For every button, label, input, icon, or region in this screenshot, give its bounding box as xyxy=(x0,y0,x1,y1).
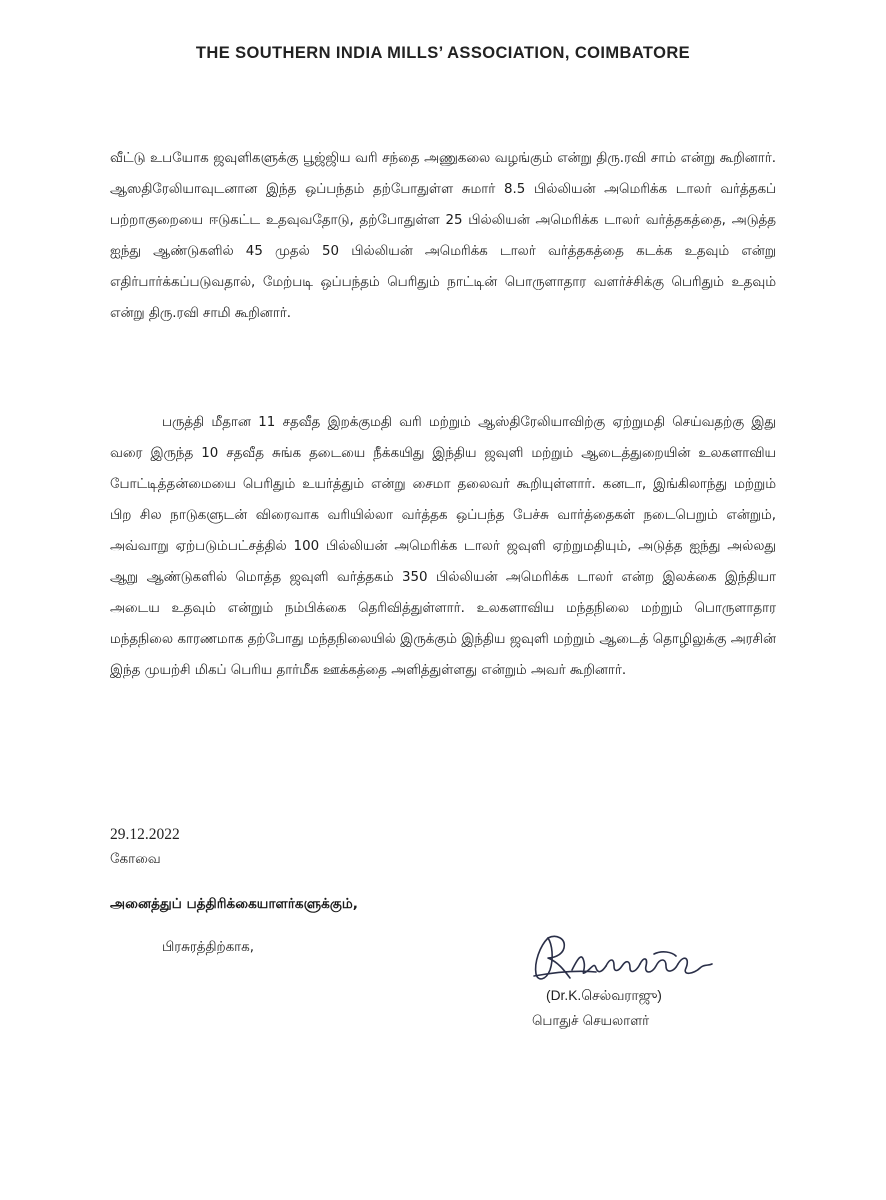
document-date: 29.12.2022 xyxy=(110,826,180,843)
body-paragraph-2: பருத்தி மீதான 11 சதவீத இறக்குமதி வரி மற்றும் ஆஸ்திரேலியாவிற்கு ஏற்றுமதி செய்வதற்கு இது வரை இருந்த 10 சதவீத சுங்க தடையை நீக்கயிது இந்திய ஜவுளி மற்றும் ஆடைத்துறையின் உலகளாவிய போட்டித்தன்மையை பெரிதும் உயர்த்தும் என்று சைமா தலைவர் கூறியுள்ளார். கனடா, இங்கிலாந்து மற்றும் பிற சில நாடுகளுடன் விரைவாக வரியில்லா வர்த்தக ஒப்பந்த பேச்சு வார்த்தைகள் நடைபெறும் என்றும், அவ்வாறு ஏற்படும்பட்சத்தில் 100 பில்லியன் அமெரிக்க டாலர் ஜவுளி ஏற்றுமதியும், அடுத்த ஐந்து அல்லது ஆறு ஆண்டுகளில் மொத்த ஜவுளி வர்த்தகம் 350 பில்லியன் அமெரிக்க டாலர் என்ற இலக்கை இந்தியா அடைய உதவும் என்றும் நம்பிக்கை தெரிவித்துள்ளார். உலகளாவிய மந்தநிலை மற்றும் பொருளாதார மந்தநிலை காரணமாக தற்போது மந்தநிலையில் இருக்கும் இந்திய ஜவுளி மற்றும் ஆடைத் தொழிலுக்கு அரசின் இந்த முயற்சி மிகப் பெரிய தார்மீக ஊக்கத்தை அளித்துள்ளது என்றும் அவர் கூறினார். xyxy=(110,415,776,678)
document-place: கோவை xyxy=(110,852,161,867)
handwritten-signature xyxy=(526,928,722,992)
letterhead-title: THE SOUTHERN INDIA MILLS’ ASSOCIATION, COIMBATORE xyxy=(195,44,691,62)
publish-note: பிரசுரத்திற்காக, xyxy=(162,940,254,955)
body-paragraph-1: வீட்டு உபயோக ஜவுளிகளுக்கு பூஜ்ஜிய வரி சந்தை அணுகலை வழங்கும் என்று திரு.ரவி சாம் என்று கூறினார். ஆஸதிரேலியாவுடனான இந்த ஒப்பந்தம் தற்போதுள்ள சுமார் 8.5 பில்லியன் அமெரிக்க டாலர் வர்த்தகப் பற்றாகுறையை ஈடுகட்ட உதவுவதோடு, தற்போதுள்ள 25 பில்லியன் அமெரிக்க டாலர் வர்த்தகத்தை, அடுத்த ஐந்து ஆண்டுகளில் 45 முதல் 50 பில்லியன் அமெரிக்க டாலர் வர்த்தகத்தை கடக்க உதவும் என்று எதிர்பார்க்கப்படுவதால், மேற்படி ஒப்பந்தம் பெரிதும் நாட்டின் பொருளாதார வளர்ச்சிக்கு பெரிதும் உதவும் என்று திரு.ரவி சாமி கூறினார். xyxy=(110,151,776,321)
signer-title: பொதுச் செயலாளர் xyxy=(532,1014,650,1029)
salutation: அனைத்துப் பத்திரிக்கையாளர்களுக்கும், xyxy=(110,896,358,912)
signer-name: (Dr.K.செல்வராஜு) xyxy=(546,988,662,1003)
